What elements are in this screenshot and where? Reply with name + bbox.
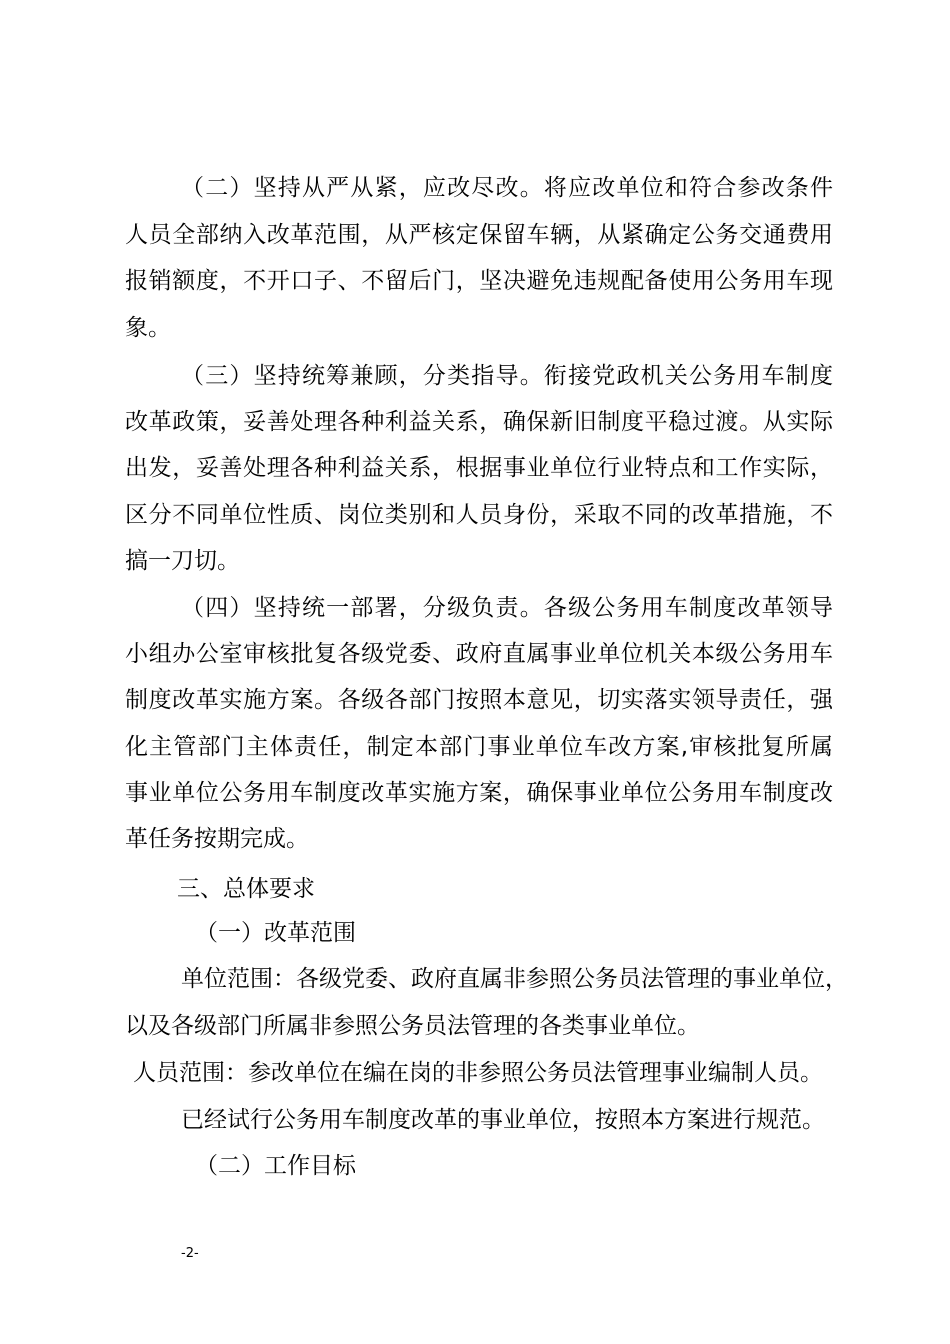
paragraph-line: 以及各级部门所属非参照公务员法管理的各类事业单位。 (125, 1013, 700, 1039)
paragraph-line: 出发，妥善处理各种利益关系，根据事业单位行业特点和工作实际， (125, 455, 833, 481)
paragraph-line: 革任务按期完成。 (125, 826, 309, 852)
paragraph-line: 报销额度，不开口子、不留后门，坚决避免违规配备使用公务用车现 (125, 268, 833, 294)
paragraph-line: 化主管部门主体责任，制定本部门事业单位车改方案,审核批复所属 (125, 734, 833, 760)
paragraph-line: （三）坚持统筹兼顾，分类指导。衔接党政机关公务用车制度 (181, 363, 833, 389)
paragraph-line: （四）坚持统一部署，分级负责。各级公务用车制度改革领导 (181, 595, 833, 621)
page-number: -2- (181, 1246, 199, 1261)
paragraph-line: 已经试行公务用车制度改革的事业单位，按照本方案进行规范。 (181, 1107, 825, 1133)
paragraph-line: （二）坚持从严从紧，应改尽改。将应改单位和符合参改条件 (181, 175, 833, 201)
paragraph-line: 人员范围：参改单位在编在岗的非参照公务员法管理事业编制人员。 (133, 1060, 823, 1086)
paragraph-line: 搞一刀切。 (125, 548, 240, 574)
paragraph-line: 小组办公室审核批复各级党委、政府直属事业单位机关本级公务用车 (125, 641, 833, 667)
subsection-heading: （一）改革范围 (195, 920, 356, 946)
paragraph-line: 制度改革实施方案。各级各部门按照本意见，切实落实领导责任，强 (125, 687, 833, 713)
paragraph-line: 象。 (125, 315, 171, 341)
paragraph-line: 单位范围：各级党委、政府直属非参照公务员法管理的事业单位， (181, 966, 848, 992)
paragraph-line: 改革政策，妥善处理各种利益关系，确保新旧制度平稳过渡。从实际 (125, 409, 833, 435)
subsection-heading: （二）工作目标 (195, 1153, 356, 1179)
paragraph-line: 事业单位公务用车制度改革实施方案，确保事业单位公务用车制度改 (125, 780, 833, 806)
paragraph-line: 区分不同单位性质、岗位类别和人员身份，采取不同的改革措施，不 (125, 502, 833, 528)
paragraph-line: 人员全部纳入改革范围，从严核定保留车辆，从紧确定公务交通费用 (125, 222, 833, 248)
section-heading: 三、总体要求 (177, 876, 315, 902)
